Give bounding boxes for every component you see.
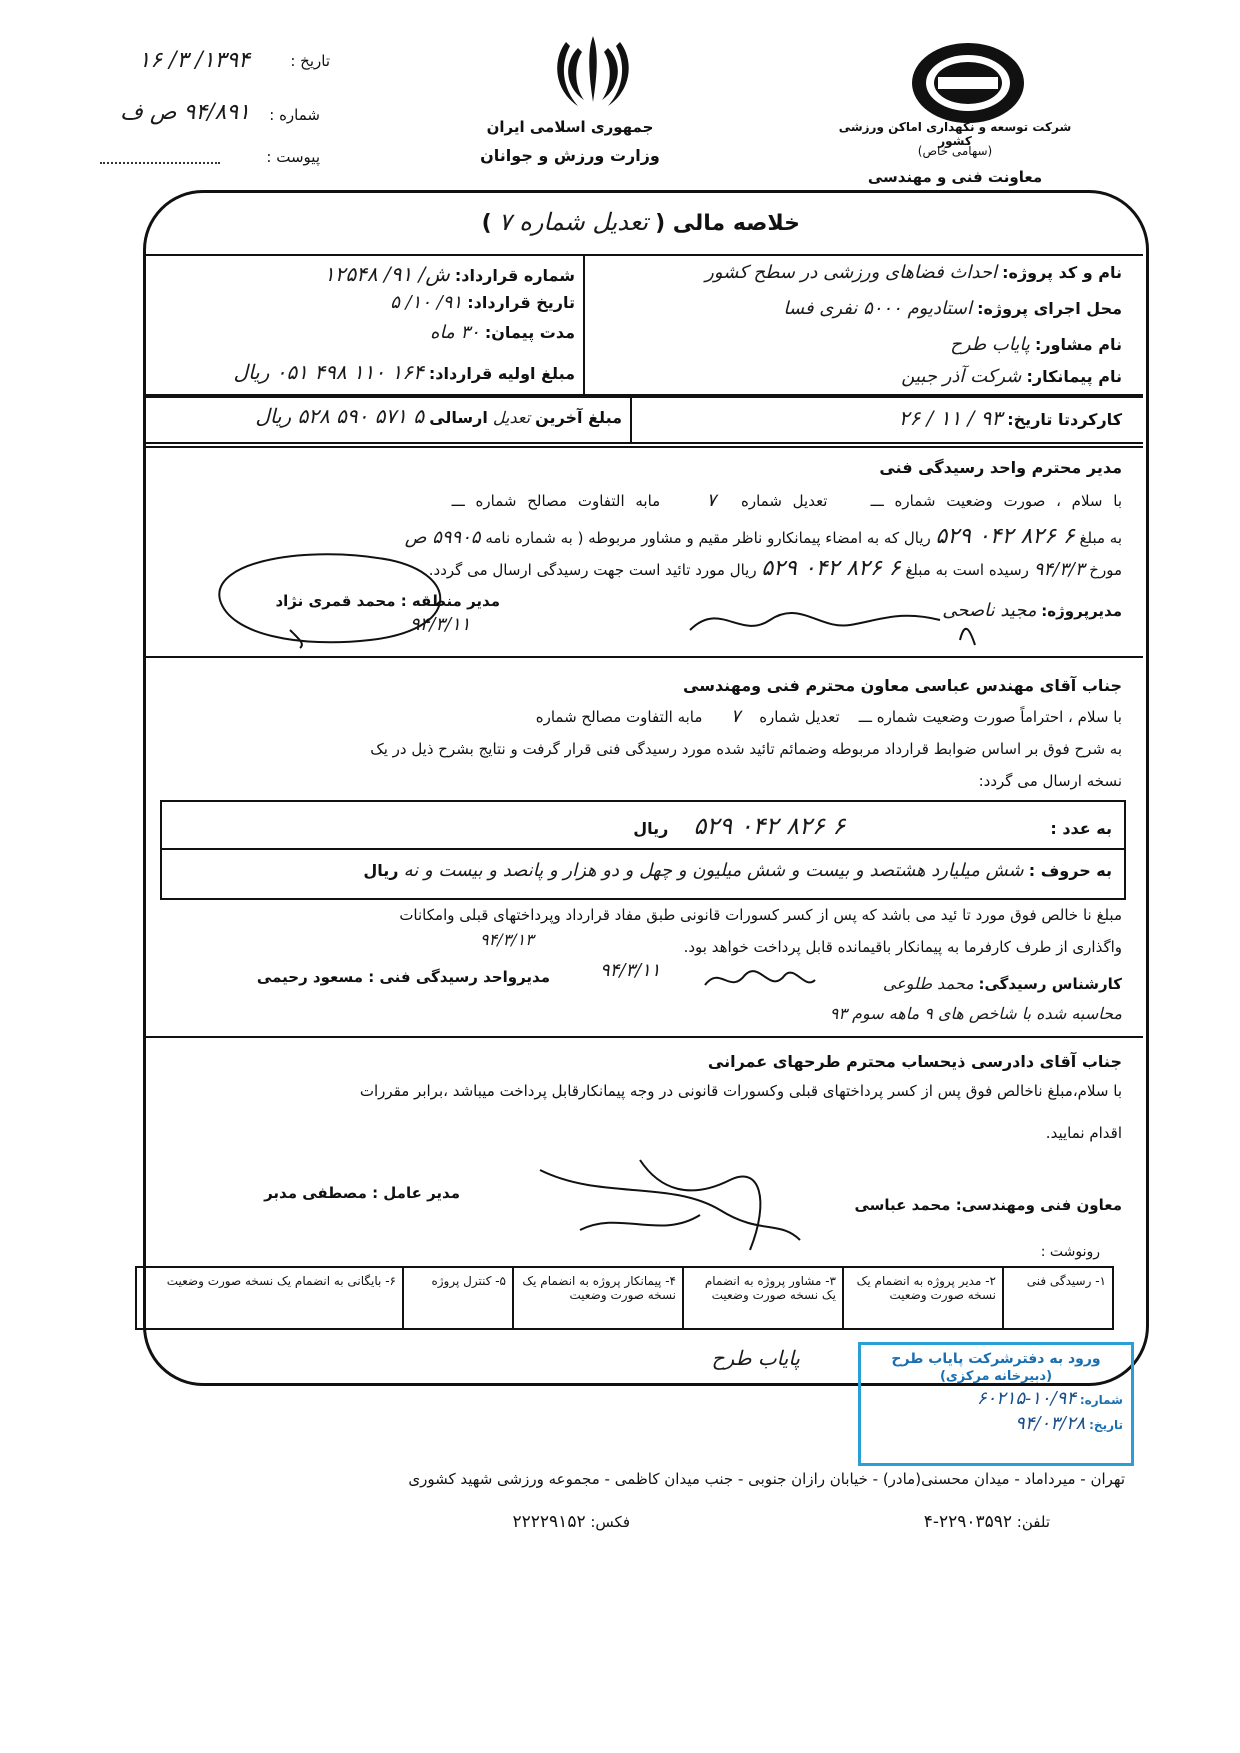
project-name-label: نام و کد پروژه: (1002, 263, 1122, 282)
project-location-label: محل اجرای پروژه: (977, 299, 1122, 318)
iran-emblem-icon (548, 30, 638, 110)
region-manager: مدیر منطقه : محمد قمری نژاد (275, 592, 500, 610)
s2-line1-a: با سلام ، احتراماً صورت وضعیت شماره (876, 708, 1122, 726)
unit-manager: مدیرواحد رسیدگی فنی : مسعود رحیمی (256, 968, 550, 986)
s1-line3-c: ریال مورد تائید است جهت رسیدگی ارسال می گردد. (428, 561, 757, 579)
copy-cell-3: ۳- مشاور پروژه به انضمام یک نسخه صورت وضعیت (682, 1268, 842, 1328)
section2-line1: با سلام ، احتراماً صورت وضعیت شماره ـــ تعدیل شماره ۷ مابه التفاوت مصالح شماره (535, 706, 1122, 727)
project-location-value: استادیوم ۵۰۰۰ نفری فسا (783, 298, 972, 319)
s2-line1-c: مابه التفاوت مصالح شماره (535, 708, 703, 726)
section2-heading: جناب آقای مهندس عباسی معاون محترم فنی ومهندسی (683, 676, 1122, 695)
footer-address: تهران - میرداماد - میدان محسنی(مادر) - خیابان رازان جنوبی - جنب میدان کاظمی - مجموعه ورزشی شهید کشوری (408, 1470, 1125, 1488)
last-adjust-hand: تعدیل (492, 408, 531, 427)
by-number-row (170, 812, 1112, 840)
section3-top-line (143, 1036, 1143, 1038)
s1-line1-b: تعدیل شماره (740, 492, 828, 510)
section1-line1: با سلام ، صورت وضعیت شماره ـــ تعدیل شماره ۷ مابه التفاوت مصالح شماره ـــ (451, 490, 1122, 511)
s1-line2-b: ریال که به امضاء پیمانکارو ناظر مقیم و مشاور مربوطه ( به شماره نامه (485, 529, 931, 547)
ceo-signature-label: مدیر عامل : مصطفی مدبر (264, 1184, 460, 1202)
s1-line1-a: با سلام ، صورت وضعیت شماره (894, 492, 1122, 510)
s1-line3-b: رسیده است به مبلغ (905, 561, 1029, 579)
copy-cell-6: ۶- بایگانی به انضمام یک نسخه صورت وضعیت (166, 1274, 396, 1288)
footer-phone (650, 1512, 1050, 1532)
stamp-line2: (دبیرخانه مرکزی) (939, 1369, 1053, 1384)
stamp-date-label: تاریخ: (1089, 1418, 1123, 1432)
workdone-divider (630, 398, 632, 442)
copy-cell-4: ۴- پیمانکار پروژه به انضمام یک نسخه صورت وضعیت (512, 1268, 682, 1328)
attachment-line (100, 162, 220, 164)
receipt-stamp (858, 1342, 1134, 1466)
copy-cell-5: ۵- کنترل پروژه (402, 1268, 512, 1328)
s2-line1-b: تعدیل شماره (759, 708, 840, 726)
s2-line1-num: ۷ (730, 706, 741, 727)
project-manager-label: مدیرپروژه: (1041, 602, 1122, 620)
s1-line3-date: ۹۴/۳/۳ (1033, 559, 1085, 580)
initial-amount-label: مبلغ اولیه قرارداد: (428, 364, 575, 383)
section3-line2: اقدام نمایید. (1045, 1124, 1122, 1142)
s1-line2-ref: ۵۹۹۰۵ ص (404, 527, 481, 548)
section1-sign-date: ۹۴/۳/۱۱ (410, 614, 471, 635)
last-adjust-label2: ارسالی (429, 408, 488, 427)
stamp-date-value: ۹۴/۰۳/۲۸ (1015, 1413, 1086, 1434)
number-label: شماره : (269, 106, 320, 124)
footer-phone-value: ۲۲۹۰۳۵۹۲-۴ (923, 1512, 1013, 1532)
contract-date-value: ۹۱/ ۱۰/ ۵ (390, 292, 463, 313)
attachment-label: پیوست : (266, 148, 320, 166)
last-adjust-label: مبلغ آخرین (535, 408, 622, 427)
s1-line2-a: به مبلغ (1079, 529, 1122, 547)
stamp-line1: ورود به دفترشرکت پایاب طرح (891, 1351, 1101, 1367)
expert-signature (700, 960, 820, 1000)
contract-no-label: شماره قرارداد: (454, 266, 575, 285)
consultant-value: پایاب طرح (950, 334, 1030, 355)
amount-box-divider (160, 848, 1124, 850)
contractor-value: شرکت آذر جبین (901, 366, 1022, 387)
company-line1: شرکت توسعه و نگهداری اماکن ورزشی کشور (838, 120, 1072, 148)
calc-note: محاسبه شده با شاخص های ۹ ماهه سوم ۹۳ (829, 1004, 1122, 1023)
by-letters-row (170, 860, 1112, 881)
workdone-value: ۹۳ / ۱۱ / ۲۶ (898, 406, 1003, 430)
footer-phone-label: تلفن: (1016, 1513, 1050, 1531)
deputy-signature (520, 1140, 820, 1270)
by-number-label: به عدد : (1050, 819, 1112, 838)
duration-row (155, 322, 575, 343)
date-label: تاریخ : (290, 52, 330, 70)
project-manager-hand: مجید ناصحی (942, 600, 1037, 621)
footer-fax-value: ۲۲۲۲۹۱۵۲ (512, 1512, 586, 1532)
company-logo-icon (908, 38, 1028, 128)
initial-amount-row (155, 360, 575, 384)
section2-note1: مبلغ نا خالص فوق مورد تا ئید می باشد که پس از کسر کسورات قانونی طبق مفاد قرارداد وپرداختهای قبلی وامکانات (399, 906, 1122, 924)
copy-cell-1: ۱- رسیدگی فنی (1002, 1268, 1112, 1328)
stamp-number-value: ۱۰/۹۴-۶۰۲۱۵ (976, 1388, 1077, 1409)
section2-hand-date2: ۹۴/۳/۱۳ (480, 930, 534, 949)
last-adjust-value: ۵ ۵۷۱ ۵۹۰ ۵۲۸ ریال (255, 404, 425, 428)
consultant-label: نام مشاور: (1034, 335, 1122, 354)
footer-fax (330, 1512, 630, 1532)
contractor-row (600, 366, 1122, 387)
section2-hand-date1: ۹۴/۳/۱۱ (600, 960, 661, 981)
title-handwritten: تعدیل شماره ۷ (498, 208, 649, 236)
workdone-row (640, 406, 1122, 430)
gov-line2: وزارت ورزش و جوانان (480, 146, 660, 165)
contract-date-label: تاریخ قرارداد: (467, 293, 575, 312)
gov-line1: جمهوری اسلامی ایران (486, 118, 654, 136)
contractor-label: نام پیمانکار: (1026, 367, 1122, 386)
company-line3: معاونت فنی و مهندسی (867, 168, 1043, 186)
section3-heading: جناب آقای دادرسی ذیحساب محترم طرحهای عمرانی (707, 1052, 1122, 1071)
bottom-handwriting: پایاب طرح (711, 1346, 800, 1370)
stamp-number-row (869, 1388, 1123, 1409)
consultant-row (600, 334, 1122, 355)
contract-date-row (155, 292, 575, 313)
deputy-signature-label: معاون فنی ومهندسی: محمد عباسی (854, 1196, 1122, 1214)
workdone-label: کارکردتا تاریخ: (1007, 410, 1122, 429)
section3-line1: با سلام،مبلغ ناخالص فوق پس از کسر پرداختهای قبلی وکسورات قانونی در وجه پیمانکارقابل پرداخت میباشد ،برابر مقررات (359, 1082, 1122, 1100)
project-manager-signature (680, 590, 1000, 650)
by-number-value: ۶ ۸۲۶ ۰۴۲ ۵۲۹ (693, 812, 846, 840)
region-manager-signature (190, 540, 470, 650)
initial-amount-value: ۱۶۴ ۱۱۰ ۴۹۸ ۰۵۱ ریال (233, 360, 424, 384)
footer-fax-label: فکس: (590, 1513, 630, 1531)
copies-label: رونوشت : (1040, 1244, 1100, 1260)
project-location-row (600, 298, 1122, 319)
duration-value: ۳۰ ماه (430, 322, 480, 343)
last-adjust-row (150, 404, 622, 428)
stamp-date-row (869, 1413, 1123, 1434)
title-close: ) (481, 211, 492, 236)
s1-line1-num: ۷ (706, 490, 717, 511)
project-name-row (600, 262, 1122, 283)
section2-top-line (143, 656, 1143, 658)
duration-label: مدت پیمان: (484, 323, 575, 342)
by-letters-rial: ریال (363, 861, 399, 880)
expert-row (860, 974, 1122, 993)
section2-line2: به شرح فوق بر اساس ضوابط قرارداد مربوطه وضمائم تائید شده مورد رسیدگی فنی قرار گرفت و نتایج بشرح ذیل در یک (370, 740, 1122, 758)
form-title (380, 208, 800, 236)
by-number-rial: ریال (633, 819, 669, 838)
project-info-divider (583, 256, 585, 394)
copy-cell-2: ۲- مدیر پروژه به انضمام یک نسخه صورت وضعیت (842, 1268, 1002, 1328)
contract-no-row (155, 262, 575, 286)
section2-note2: واگذاری از طرف کارفرما به پیمانکار باقیمانده قابل پرداخت خواهد بود. (683, 938, 1122, 956)
company-line2: (سهامی خاص) (917, 144, 993, 158)
s1-line2-amount: ۶ ۸۲۶ ۰۴۲ ۵۲۹ (935, 524, 1075, 549)
section2-line3: نسخه ارسال می گردد: (978, 772, 1122, 790)
stamp-number-label: شماره: (1079, 1393, 1123, 1407)
by-letters-value: شش میلیارد هشتصد و بیست و شش میلیون و چهل و دو هزار و پانصد و بیست و نه (403, 860, 1024, 881)
by-letters-label: به حروف : (1028, 861, 1112, 880)
s1-line3-a: مورخ (1089, 561, 1122, 579)
copies-table (135, 1266, 1114, 1330)
project-name-value: احداث فضاهای ورزشی در سطح کشور (705, 262, 997, 283)
number-value: ۹۴/۸۹۱ ص ف (120, 100, 250, 125)
date-value: ۱۳۹۴/ ۳/ ۱۶ (138, 48, 250, 73)
title-printed: خلاصه مالی ( (655, 211, 800, 236)
s1-line3-amount: ۶ ۸۲۶ ۰۴۲ ۵۲۹ (761, 556, 901, 581)
section1-top-line (143, 446, 1143, 448)
expert-hand: محمد طلوعی (882, 974, 974, 993)
section1-heading: مدیر محترم واحد رسیدگی فنی (879, 458, 1122, 477)
contract-no-value: ش/ ۹۱/ ۱۲۵۴۸ (323, 262, 450, 286)
s1-line1-c: مابه التفاوت مصالح شماره (475, 492, 661, 510)
expert-label: کارشناس رسیدگی: (978, 975, 1122, 993)
